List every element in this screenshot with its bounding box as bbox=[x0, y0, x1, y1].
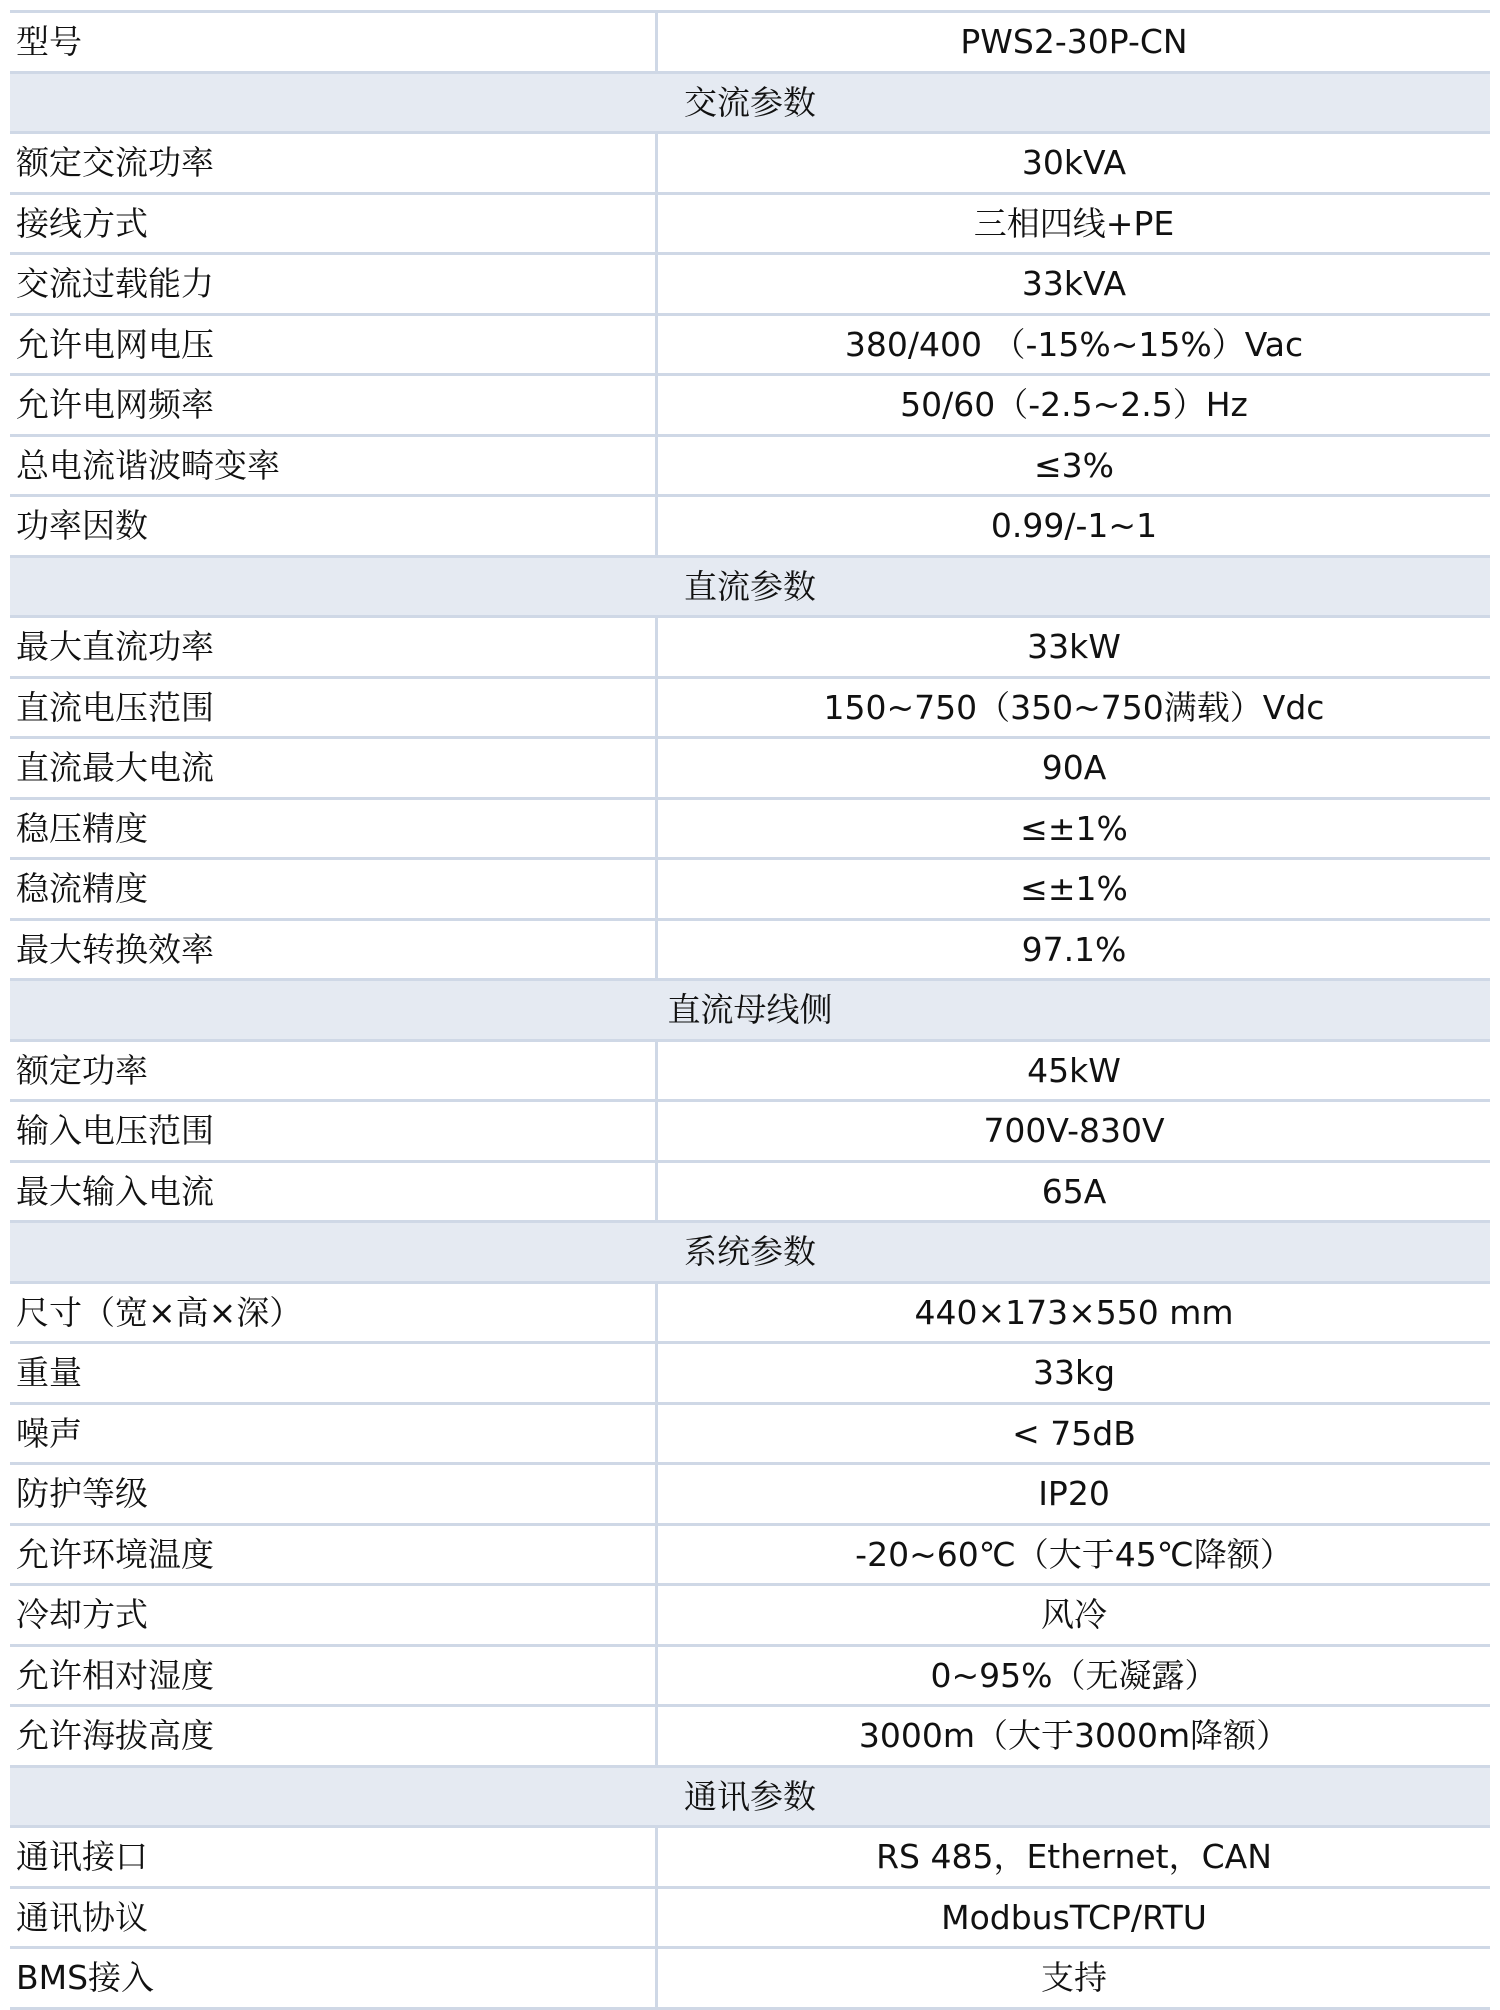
section-title: 系统参数 bbox=[10, 1222, 1490, 1283]
row-label: 直流电压范围 bbox=[10, 677, 657, 738]
section-header-dc-bus bbox=[10, 980, 1490, 1041]
row-label: 最大转换效率 bbox=[10, 919, 657, 980]
table-row bbox=[10, 1585, 1490, 1646]
row-value: 33kVA bbox=[657, 254, 1491, 315]
row-label: 最大输入电流 bbox=[10, 1161, 657, 1222]
section-title: 直流母线侧 bbox=[10, 980, 1490, 1041]
section-header-system bbox=[10, 1222, 1490, 1283]
row-label: 交流过载能力 bbox=[10, 254, 657, 315]
section-header-communication bbox=[10, 1766, 1490, 1827]
row-value: 风冷 bbox=[657, 1585, 1491, 1646]
row-label: 最大直流功率 bbox=[10, 617, 657, 678]
row-label: 功率因数 bbox=[10, 496, 657, 557]
row-value: 33kg bbox=[657, 1343, 1491, 1404]
section-title: 交流参数 bbox=[10, 72, 1490, 133]
row-label: 稳流精度 bbox=[10, 859, 657, 920]
row-label: 稳压精度 bbox=[10, 798, 657, 859]
row-value: ≤±1% bbox=[657, 859, 1491, 920]
row-value: 0.99/-1~1 bbox=[657, 496, 1491, 557]
row-value: 65A bbox=[657, 1161, 1491, 1222]
table-row bbox=[10, 1827, 1490, 1888]
table-row bbox=[10, 254, 1490, 315]
row-label: 允许电网电压 bbox=[10, 314, 657, 375]
section-title: 通讯参数 bbox=[10, 1766, 1490, 1827]
row-value: -20~60℃（大于45℃降额） bbox=[657, 1524, 1491, 1585]
row-label: 额定交流功率 bbox=[10, 133, 657, 194]
row-label: 重量 bbox=[10, 1343, 657, 1404]
table-row bbox=[10, 617, 1490, 678]
spec-table-body bbox=[10, 12, 1490, 2009]
row-value: IP20 bbox=[657, 1464, 1491, 1525]
table-row bbox=[10, 1282, 1490, 1343]
row-label: 尺寸（宽×高×深） bbox=[10, 1282, 657, 1343]
table-row bbox=[10, 435, 1490, 496]
section-header-dc bbox=[10, 556, 1490, 617]
row-label: 冷却方式 bbox=[10, 1585, 657, 1646]
row-label: 通讯接口 bbox=[10, 1827, 657, 1888]
row-value: ModbusTCP/RTU bbox=[657, 1887, 1491, 1948]
row-value: ≤3% bbox=[657, 435, 1491, 496]
row-label: 防护等级 bbox=[10, 1464, 657, 1525]
row-value: 90A bbox=[657, 738, 1491, 799]
row-value: 支持 bbox=[657, 1948, 1491, 2009]
row-label: 允许相对湿度 bbox=[10, 1645, 657, 1706]
table-row bbox=[10, 1403, 1490, 1464]
table-row bbox=[10, 193, 1490, 254]
table-row bbox=[10, 1948, 1490, 2009]
section-header-ac bbox=[10, 72, 1490, 133]
row-label: BMS接入 bbox=[10, 1948, 657, 2009]
table-row bbox=[10, 1040, 1490, 1101]
row-label: 通讯协议 bbox=[10, 1887, 657, 1948]
table-row bbox=[10, 1706, 1490, 1767]
table-row bbox=[10, 859, 1490, 920]
row-label: 接线方式 bbox=[10, 193, 657, 254]
row-value: 三相四线+PE bbox=[657, 193, 1491, 254]
table-row bbox=[10, 496, 1490, 557]
table-row bbox=[10, 919, 1490, 980]
row-label: 总电流谐波畸变率 bbox=[10, 435, 657, 496]
row-value: PWS2-30P-CN bbox=[657, 12, 1491, 73]
table-row bbox=[10, 677, 1490, 738]
row-label: 允许电网频率 bbox=[10, 375, 657, 436]
row-value: 30kVA bbox=[657, 133, 1491, 194]
table-row bbox=[10, 1887, 1490, 1948]
table-row bbox=[10, 1101, 1490, 1162]
row-value: ≤±1% bbox=[657, 798, 1491, 859]
row-value: < 75dB bbox=[657, 1403, 1491, 1464]
row-value: 3000m（大于3000m降额） bbox=[657, 1706, 1491, 1767]
model-row bbox=[10, 12, 1490, 73]
table-row bbox=[10, 133, 1490, 194]
row-value: 150~750（350~750满载）Vdc bbox=[657, 677, 1491, 738]
table-row bbox=[10, 798, 1490, 859]
row-value: RS 485，Ethernet，CAN bbox=[657, 1827, 1491, 1888]
table-row bbox=[10, 1464, 1490, 1525]
table-row bbox=[10, 375, 1490, 436]
row-label: 允许环境温度 bbox=[10, 1524, 657, 1585]
row-value: 33kW bbox=[657, 617, 1491, 678]
row-label: 直流最大电流 bbox=[10, 738, 657, 799]
spec-table bbox=[10, 10, 1490, 2010]
table-row bbox=[10, 314, 1490, 375]
row-value: 380/400 （-15%~15%）Vac bbox=[657, 314, 1491, 375]
row-value: 45kW bbox=[657, 1040, 1491, 1101]
row-value: 50/60（-2.5~2.5）Hz bbox=[657, 375, 1491, 436]
row-label: 允许海拔高度 bbox=[10, 1706, 657, 1767]
section-title: 直流参数 bbox=[10, 556, 1490, 617]
row-label: 额定功率 bbox=[10, 1040, 657, 1101]
table-row bbox=[10, 1161, 1490, 1222]
row-value: 700V-830V bbox=[657, 1101, 1491, 1162]
table-row bbox=[10, 1343, 1490, 1404]
row-value: 97.1% bbox=[657, 919, 1491, 980]
row-label: 输入电压范围 bbox=[10, 1101, 657, 1162]
row-label: 型号 bbox=[10, 12, 657, 73]
table-row bbox=[10, 738, 1490, 799]
table-row bbox=[10, 1524, 1490, 1585]
row-value: 0~95%（无凝露） bbox=[657, 1645, 1491, 1706]
row-value: 440×173×550 mm bbox=[657, 1282, 1491, 1343]
row-label: 噪声 bbox=[10, 1403, 657, 1464]
table-row bbox=[10, 1645, 1490, 1706]
